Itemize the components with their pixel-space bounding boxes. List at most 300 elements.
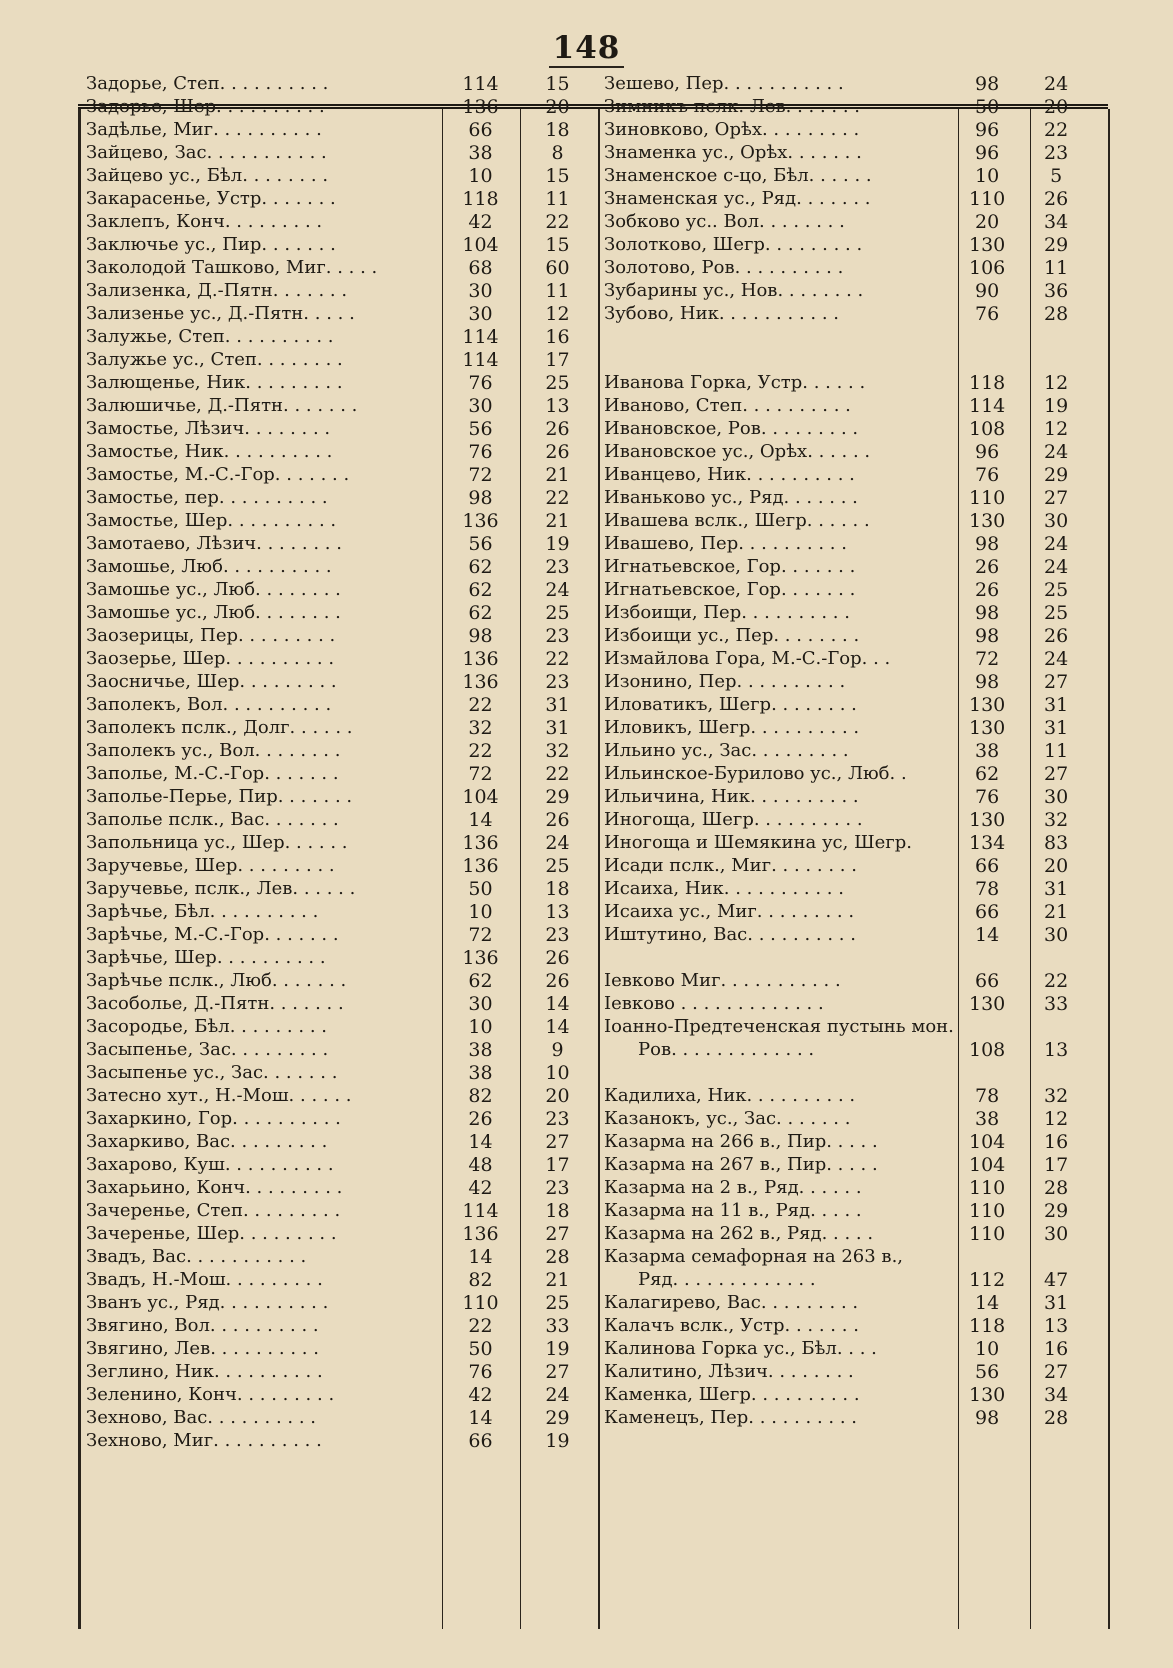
entry-page-number: 76 — [975, 464, 1000, 486]
entry-item-number: 25 — [1044, 579, 1069, 601]
entry-name: Знаменка ус., Орѣх. . . . . . . — [604, 142, 862, 163]
index-entry — [604, 279, 1092, 302]
index-entry — [86, 371, 596, 394]
entry-page-number: 76 — [468, 1361, 493, 1383]
entry-page-number: 26 — [975, 579, 1000, 601]
entry-item-number: 83 — [1044, 832, 1069, 854]
entry-page-number: 30 — [468, 280, 493, 302]
index-entry — [604, 1107, 1092, 1130]
entry-page-number: 110 — [968, 1200, 1006, 1222]
entry-item-number: 27 — [545, 1361, 570, 1383]
entry-page-number: 130 — [968, 993, 1006, 1015]
entry-item-number: 20 — [1044, 855, 1069, 877]
index-entry — [604, 854, 1092, 877]
entry-item-number: 27 — [1044, 671, 1069, 693]
entry-page-number: 136 — [462, 96, 499, 118]
entry-item-number: 23 — [545, 556, 570, 578]
entry-name: Закарасенье, Устр. . . . . . . — [86, 188, 336, 209]
entry-page-number: 38 — [468, 142, 493, 164]
entry-item-number: 20 — [545, 1085, 570, 1107]
index-entry — [604, 555, 1092, 578]
index-entry — [604, 969, 1092, 992]
entry-page-number: 62 — [468, 602, 493, 624]
index-entry — [86, 302, 596, 325]
index-entry — [86, 95, 596, 118]
entry-name: Зехново, Миг. . . . . . . . . . — [86, 1430, 322, 1451]
entry-name: Заклепъ, Конч. . . . . . . . . — [86, 211, 323, 232]
index-entry — [604, 72, 1092, 95]
index-entry — [86, 210, 596, 233]
entry-item-number: 25 — [545, 602, 570, 624]
entry-name: Иногоща, Шегр. . . . . . . . . . — [604, 809, 863, 830]
column-rule — [598, 109, 600, 1629]
entry-page-number: 106 — [968, 257, 1006, 279]
entry-name: Зарѣчье, М.-С.-Гор. . . . . . . — [86, 924, 339, 945]
entry-name: Зализенка, Д.-Пятн. . . . . . . — [86, 280, 348, 301]
entry-name: Иваново, Степ. . . . . . . . . . — [604, 395, 851, 416]
entry-item-number: 23 — [545, 924, 570, 946]
entry-name: Кадилиха, Ник. . . . . . . . . . — [604, 1085, 856, 1106]
entry-name: Замостье, М.-С.-Гор. . . . . . . — [86, 464, 350, 485]
entry-item-number: 30 — [1044, 510, 1069, 532]
index-entry — [86, 1130, 596, 1153]
index-entry — [604, 670, 1092, 693]
entry-name: Зубово, Ник. . . . . . . . . . . — [604, 303, 839, 324]
entry-item-number: 27 — [545, 1131, 570, 1153]
index-entry — [604, 785, 1092, 808]
index-entry — [86, 1084, 596, 1107]
entry-name: Калачъ вслк., Устр. . . . . . . — [604, 1315, 859, 1336]
index-entry — [604, 1360, 1092, 1383]
entry-page-number: 62 — [468, 556, 493, 578]
entry-name: Исади пслк., Миг. . . . . . . . — [604, 855, 857, 876]
entry-page-number: 136 — [462, 671, 499, 693]
entry-item-number: 24 — [1044, 533, 1069, 555]
index-entry — [604, 739, 1092, 762]
entry-page-number: 130 — [968, 717, 1006, 739]
entry-name: Зарѣчье, Бѣл. . . . . . . . . . — [86, 901, 319, 922]
index-entry — [86, 509, 596, 532]
entry-name: Іевково Миг. . . . . . . . . . . — [604, 970, 841, 991]
entry-item-number: 11 — [545, 188, 570, 210]
index-entry — [604, 1176, 1092, 1199]
index-entry — [86, 1383, 596, 1406]
entry-name: Казарма на 267 в., Пир. . . . . — [604, 1154, 878, 1175]
entry-name: Засородье, Бѣл. . . . . . . . . — [86, 1016, 327, 1037]
entry-page-number: 118 — [462, 188, 499, 210]
entry-item-number: 12 — [1044, 372, 1069, 394]
entry-page-number: 76 — [468, 372, 493, 394]
entry-item-number: 23 — [545, 1177, 570, 1199]
index-entry — [604, 1153, 1092, 1176]
entry-page-number: 130 — [968, 694, 1006, 716]
entry-page-number: 66 — [468, 1430, 493, 1452]
entry-page-number: 26 — [975, 556, 1000, 578]
entry-page-number: 62 — [468, 579, 493, 601]
index-entry — [86, 1406, 596, 1429]
entry-item-number: 33 — [1044, 993, 1069, 1015]
entry-name: Замошье ус., Люб. . . . . . . . — [86, 579, 341, 600]
entry-name: Казарма на 2 в., Ряд. . . . . . — [604, 1177, 862, 1198]
entry-page-number: 56 — [468, 418, 493, 440]
index-entry — [604, 302, 1092, 325]
entry-item-number: 13 — [545, 901, 570, 923]
entry-page-number: 136 — [462, 1223, 499, 1245]
entry-page-number: 50 — [468, 878, 493, 900]
entry-item-number: 23 — [1044, 142, 1069, 164]
index-entry — [86, 693, 596, 716]
index-entry — [604, 210, 1092, 233]
entry-page-number: 114 — [462, 349, 499, 371]
entry-item-number: 29 — [1044, 1200, 1069, 1222]
entry-page-number: 48 — [468, 1154, 493, 1176]
index-entry — [86, 141, 596, 164]
index-entry — [604, 1314, 1092, 1337]
entry-name: Заполье, М.-С.-Гор. . . . . . . — [86, 763, 339, 784]
entry-page-number: 42 — [468, 1177, 493, 1199]
index-entry — [604, 1406, 1092, 1429]
index-entry — [86, 72, 596, 95]
index-entry — [86, 762, 596, 785]
entry-item-number: 15 — [545, 234, 570, 256]
entry-name: Засыпенье, Зас. . . . . . . . . — [86, 1039, 329, 1060]
entry-page-number: 76 — [975, 786, 1000, 808]
index-entry — [604, 164, 1092, 187]
entry-name: Ильинское-Бурилово ус., Люб. . — [604, 763, 907, 784]
entry-page-number: 114 — [462, 1200, 499, 1222]
entry-name: Званъ ус., Ряд. . . . . . . . . . — [86, 1292, 329, 1313]
entry-name: Каменка, Шегр. . . . . . . . . . — [604, 1384, 860, 1405]
entry-item-number: 20 — [545, 96, 570, 118]
entry-item-number: 13 — [1044, 1315, 1069, 1337]
index-entry — [86, 1061, 596, 1084]
entry-page-number: 66 — [975, 970, 1000, 992]
entry-page-number: 10 — [975, 1338, 1000, 1360]
entry-item-number: 28 — [1044, 1177, 1069, 1199]
entry-item-number: 47 — [1044, 1269, 1069, 1291]
index-entry — [604, 1291, 1092, 1314]
entry-name: Золотово, Ров. . . . . . . . . . — [604, 257, 844, 278]
index-entry — [604, 877, 1092, 900]
entry-item-number: 24 — [545, 579, 570, 601]
entry-item-number: 11 — [545, 280, 570, 302]
entry-item-number: 27 — [545, 1223, 570, 1245]
entry-page-number: 50 — [975, 96, 1000, 118]
entry-item-number: 12 — [1044, 1108, 1069, 1130]
entry-name: Захаркиво, Вас. . . . . . . . . — [86, 1131, 328, 1152]
index-entry — [604, 394, 1092, 417]
entry-page-number: 96 — [975, 441, 1000, 463]
index-entry — [604, 1130, 1092, 1153]
entry-page-number: 130 — [968, 809, 1006, 831]
entry-item-number: 11 — [1044, 257, 1069, 279]
entry-item-number: 22 — [545, 763, 570, 785]
index-entry — [604, 992, 1092, 1015]
entry-page-number: 20 — [975, 211, 1000, 233]
right-index-column — [604, 72, 1092, 1429]
entry-name: Казарма на 266 в., Пир. . . . . — [604, 1131, 878, 1152]
entry-name: Избоищи ус., Пер. . . . . . . . — [604, 625, 860, 646]
entry-name: Зачеренье, Степ. . . . . . . . . — [86, 1200, 341, 1221]
entry-page-number: 22 — [468, 740, 493, 762]
entry-page-number: 98 — [975, 533, 1000, 555]
entry-page-number: 114 — [462, 326, 499, 348]
entry-item-number: 31 — [545, 694, 570, 716]
entry-name: Затесно хут., Н.-Мош. . . . . . — [86, 1085, 352, 1106]
entry-item-number: 25 — [1044, 602, 1069, 624]
entry-item-number: 26 — [1044, 188, 1069, 210]
entry-name: Зубарины ус., Нов. . . . . . . . — [604, 280, 864, 301]
entry-page-number: 10 — [468, 1016, 493, 1038]
entry-page-number: 56 — [975, 1361, 1000, 1383]
entry-page-number: 66 — [468, 119, 493, 141]
index-entry — [86, 1015, 596, 1038]
entry-name: Замостье, Шер. . . . . . . . . . — [86, 510, 337, 531]
index-entry — [86, 969, 596, 992]
entry-name: Звягино, Лев. . . . . . . . . . — [86, 1338, 319, 1359]
entry-item-number: 21 — [545, 510, 570, 532]
entry-name: Запольница ус., Шер. . . . . . — [86, 832, 348, 853]
entry-item-number: 13 — [545, 395, 570, 417]
index-entry — [86, 578, 596, 601]
entry-page-number: 14 — [468, 1131, 493, 1153]
index-entry — [604, 900, 1092, 923]
index-entry — [604, 831, 1092, 854]
column-rule — [78, 109, 81, 1629]
entry-page-number: 38 — [975, 740, 1000, 762]
index-entry — [86, 739, 596, 762]
index-entry — [86, 233, 596, 256]
entry-name: Исаиха, Ник. . . . . . . . . . . — [604, 878, 844, 899]
entry-item-number: 26 — [545, 970, 570, 992]
index-entry — [604, 1222, 1092, 1245]
index-entry — [604, 1337, 1092, 1360]
entry-item-number: 31 — [1044, 878, 1069, 900]
entry-item-number: 24 — [1044, 648, 1069, 670]
entry-page-number: 78 — [975, 1085, 1000, 1107]
entry-item-number: 22 — [1044, 970, 1069, 992]
entry-page-number: 76 — [468, 441, 493, 463]
entry-item-number: 32 — [1044, 809, 1069, 831]
index-entry — [604, 578, 1092, 601]
index-entry — [86, 417, 596, 440]
entry-name: Зехново, Вас. . . . . . . . . . — [86, 1407, 317, 1428]
entry-item-number: 9 — [551, 1039, 564, 1061]
entry-item-number: 25 — [545, 855, 570, 877]
entry-name: Зеленино, Конч. . . . . . . . . — [86, 1384, 335, 1405]
entry-page-number: 10 — [468, 165, 493, 187]
entry-name: Зарѣчье, Шер. . . . . . . . . . — [86, 947, 326, 968]
entry-item-number: 19 — [545, 1430, 570, 1452]
entry-item-number: 26 — [545, 441, 570, 463]
entry-name: Иногоща и Шемякина ус, Шегр. — [604, 832, 912, 853]
entry-name: Звадъ, Н.-Мош. . . . . . . . . — [86, 1269, 323, 1290]
entry-item-number: 23 — [545, 671, 570, 693]
entry-name: Залужье ус., Степ. . . . . . . . — [86, 349, 343, 370]
entry-name: Зешево, Пер. . . . . . . . . . . — [604, 73, 844, 94]
index-entry — [86, 854, 596, 877]
entry-page-number: 98 — [975, 73, 1000, 95]
entry-name: Заполье пслк., Вас. . . . . . . — [86, 809, 339, 830]
index-entry — [86, 946, 596, 969]
entry-page-number: 62 — [468, 970, 493, 992]
index-entry — [86, 532, 596, 555]
entry-name: Избоищи, Пер. . . . . . . . . . — [604, 602, 850, 623]
entry-name: Иштутино, Вас. . . . . . . . . . — [604, 924, 856, 945]
entry-page-number: 14 — [468, 809, 493, 831]
entry-page-number: 66 — [975, 855, 1000, 877]
entry-name: Иванова Горка, Устр. . . . . . — [604, 372, 866, 393]
entry-item-number: 23 — [545, 1108, 570, 1130]
entry-name: Зиновково, Орѣх. . . . . . . . . — [604, 119, 860, 140]
entry-page-number: 110 — [968, 487, 1006, 509]
entry-page-number: 98 — [975, 1407, 1000, 1429]
entry-page-number: 114 — [968, 395, 1006, 417]
entry-name: Зачеренье, Шер. . . . . . . . . — [86, 1223, 337, 1244]
entry-item-number: 22 — [545, 211, 570, 233]
entry-item-number: 22 — [545, 487, 570, 509]
entry-name: Игнатьевское, Гор. . . . . . . — [604, 579, 856, 600]
entry-name: Иванцево, Ник. . . . . . . . . . — [604, 464, 855, 485]
entry-name: Заполекъ, Вол. . . . . . . . . . — [86, 694, 332, 715]
entry-name: Замотаево, Лѣзич. . . . . . . . — [86, 533, 342, 554]
entry-page-number: 56 — [468, 533, 493, 555]
entry-name: Исаиха ус., Миг. . . . . . . . . — [604, 901, 855, 922]
entry-name: Калитино, Лѣзич. . . . . . . . — [604, 1361, 854, 1382]
entry-item-number: 30 — [1044, 786, 1069, 808]
index-entry — [86, 1107, 596, 1130]
entry-page-number: 136 — [462, 510, 499, 532]
entry-page-number: 110 — [968, 188, 1006, 210]
blank-row — [604, 348, 1092, 371]
entry-name: Иловикъ, Шегр. . . . . . . . . . — [604, 717, 860, 738]
index-entry — [86, 118, 596, 141]
entry-page-number: 30 — [468, 993, 493, 1015]
index-entry — [604, 463, 1092, 486]
entry-name: Ивашева вслк., Шегр. . . . . . — [604, 510, 870, 531]
entry-name: Казанокъ, ус., Зас. . . . . . . — [604, 1108, 851, 1129]
index-entry — [604, 532, 1092, 555]
index-entry — [86, 601, 596, 624]
entry-page-number: 66 — [975, 901, 1000, 923]
entry-item-number: 33 — [545, 1315, 570, 1337]
index-entry — [604, 762, 1092, 785]
entry-name: Залужье, Степ. . . . . . . . . . — [86, 326, 334, 347]
entry-name: Заручевье, Шер. . . . . . . . . — [86, 855, 335, 876]
entry-page-number: 130 — [968, 510, 1006, 532]
index-entry — [604, 486, 1092, 509]
index-entry — [604, 1084, 1092, 1107]
entry-page-number: 96 — [975, 119, 1000, 141]
entry-page-number: 10 — [975, 165, 1000, 187]
page-number: 148 — [0, 30, 1173, 66]
entry-page-number: 98 — [468, 625, 493, 647]
entry-item-number: 11 — [1044, 740, 1069, 762]
entry-page-number: 14 — [975, 924, 1000, 946]
entry-name: Заколодой Ташково, Миг. . . . . — [86, 257, 378, 278]
index-entry — [86, 394, 596, 417]
entry-item-number: 22 — [545, 648, 570, 670]
index-entry — [604, 256, 1092, 279]
entry-page-number: 108 — [968, 418, 1006, 440]
entry-item-number: 24 — [545, 832, 570, 854]
index-entry — [604, 1199, 1092, 1222]
entry-name: Знаменское с-цо, Бѣл. . . . . . — [604, 165, 872, 186]
index-entry — [86, 348, 596, 371]
entry-name: Захарово, Куш. . . . . . . . . . — [86, 1154, 334, 1175]
entry-page-number: 14 — [468, 1246, 493, 1268]
entry-name: Задѣлье, Миг. . . . . . . . . . — [86, 119, 322, 140]
entry-item-number: 27 — [1044, 1361, 1069, 1383]
entry-name: Калинова Горка ус., Бѣл. . . . — [604, 1338, 877, 1359]
entry-item-number: 27 — [1044, 763, 1069, 785]
entry-page-number: 30 — [468, 395, 493, 417]
entry-name: Заосничье, Шер. . . . . . . . . — [86, 671, 337, 692]
entry-page-number: 78 — [975, 878, 1000, 900]
entry-name: Ильино ус., Зас. . . . . . . . . — [604, 740, 849, 761]
index-entry — [604, 509, 1092, 532]
entry-name: Заполье-Перье, Пир. . . . . . . — [86, 786, 353, 807]
entry-page-number: 130 — [968, 234, 1006, 256]
index-entry — [86, 1337, 596, 1360]
entry-page-number: 22 — [468, 694, 493, 716]
entry-name: Казарма семафорная на 263 в., Ряд. . . . . . . . . . . . . — [604, 1246, 904, 1290]
entry-item-number: 29 — [545, 786, 570, 808]
index-entry — [86, 1291, 596, 1314]
entry-name: Зарѣчье пслк., Люб. . . . . . . — [86, 970, 347, 991]
entry-page-number: 30 — [468, 303, 493, 325]
entry-name: Изонино, Пер. . . . . . . . . . — [604, 671, 846, 692]
entry-item-number: 15 — [545, 73, 570, 95]
entry-page-number: 98 — [975, 625, 1000, 647]
entry-name: Замошье, Люб. . . . . . . . . . — [86, 556, 332, 577]
entry-item-number: 28 — [1044, 303, 1069, 325]
entry-page-number: 110 — [462, 1292, 499, 1314]
entry-page-number: 42 — [468, 1384, 493, 1406]
entry-name: Казарма на 11 в., Ряд. . . . . — [604, 1200, 862, 1221]
entry-page-number: 130 — [968, 1384, 1006, 1406]
entry-item-number: 25 — [545, 372, 570, 394]
entry-item-number: 30 — [1044, 924, 1069, 946]
index-entry — [604, 187, 1092, 210]
entry-item-number: 12 — [545, 303, 570, 325]
entry-name: Иваньково ус., Ряд. . . . . . . — [604, 487, 858, 508]
index-entry — [604, 440, 1092, 463]
entry-page-number: 104 — [462, 234, 499, 256]
entry-name: Захарьино, Конч. . . . . . . . . — [86, 1177, 343, 1198]
entry-item-number: 13 — [1044, 1039, 1069, 1061]
index-entry — [604, 141, 1092, 164]
index-entry — [86, 1199, 596, 1222]
entry-page-number: 72 — [468, 464, 493, 486]
entry-name: Звадъ, Вас. . . . . . . . . . . — [86, 1246, 307, 1267]
entry-item-number: 18 — [545, 119, 570, 141]
entry-item-number: 24 — [1044, 73, 1069, 95]
index-entry — [86, 1314, 596, 1337]
entry-item-number: 20 — [1044, 96, 1069, 118]
entry-name: Іевково . . . . . . . . . . . . . — [604, 993, 824, 1014]
index-entry — [604, 693, 1092, 716]
entry-name: Задорье, Степ. . . . . . . . . . — [86, 73, 329, 94]
entry-page-number: 32 — [468, 717, 493, 739]
entry-page-number: 98 — [468, 487, 493, 509]
entry-page-number: 98 — [975, 671, 1000, 693]
index-entry — [86, 877, 596, 900]
entry-item-number: 29 — [1044, 464, 1069, 486]
entry-name: Калагирево, Вас. . . . . . . . . — [604, 1292, 859, 1313]
entry-page-number: 104 — [968, 1131, 1006, 1153]
entry-name: Зимникъ пслк. Лев. . . . . . . — [604, 96, 861, 117]
